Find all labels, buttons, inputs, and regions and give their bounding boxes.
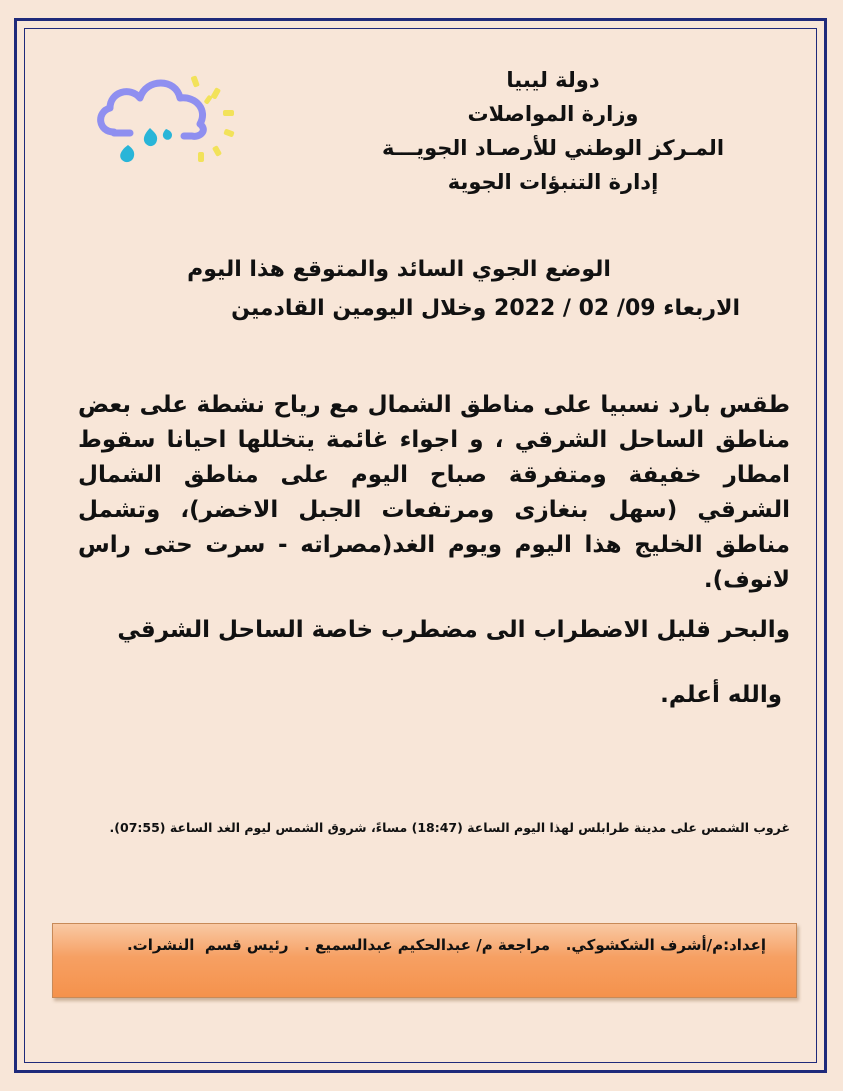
credits-box [52,923,797,998]
header-country: دولة ليبيا [506,68,600,92]
forecast-title [120,253,740,331]
title-date-line: الاربعاء 09/ 02 / 2022 وخلال اليومين القادمين [231,296,740,321]
closing-phrase: والله أعلم. [660,682,782,708]
header-center: المـركز الوطني للأرصـاد الجويـــة [381,136,725,160]
sunrise-sunset-note: غروب الشمس على مدينة طرابلس لهذا اليوم الساعة (18:47) مساءً، شروق الشمس ليوم الغد الساعة (07:55). [109,820,790,835]
forecast-paragraph: طقس بارد نسبيا على مناطق الشمال مع رياح نشطة على بعض مناطق الساحل الشرقي ، و اجواء غائمة يتخللها احيانا سقوط امطار خفيفة ومتفرقة صباح اليوم على مناطق الشمال الشرقي (سهل بنغازى ومرتفعات الجبل الاخضر)، وتشمل مناطق الخليج هذا اليوم ويوم الغد(مصراته - سرت حتى راس لانوف). [78,392,790,593]
title-line-1: الوضع الجوي السائد والمتوقع هذا اليوم [187,257,611,282]
forecast-body [78,388,790,598]
header-department: إدارة التنبؤات الجوية [447,170,659,194]
credits-text: إعداد:م/أشرف الشكشوكي. مراجعة م/ عبدالحكيم عبدالسميع . رئيس قسم النشرات. [126,936,766,954]
sea-state: والبحر قليل الاضطراب الى مضطرب خاصة الساحل الشرقي [117,617,790,643]
header-ministry: وزارة المواصلات [467,102,639,126]
weather-logo [92,70,252,175]
cloud-rain-sun-icon [92,70,252,175]
ministry-header [373,63,733,199]
